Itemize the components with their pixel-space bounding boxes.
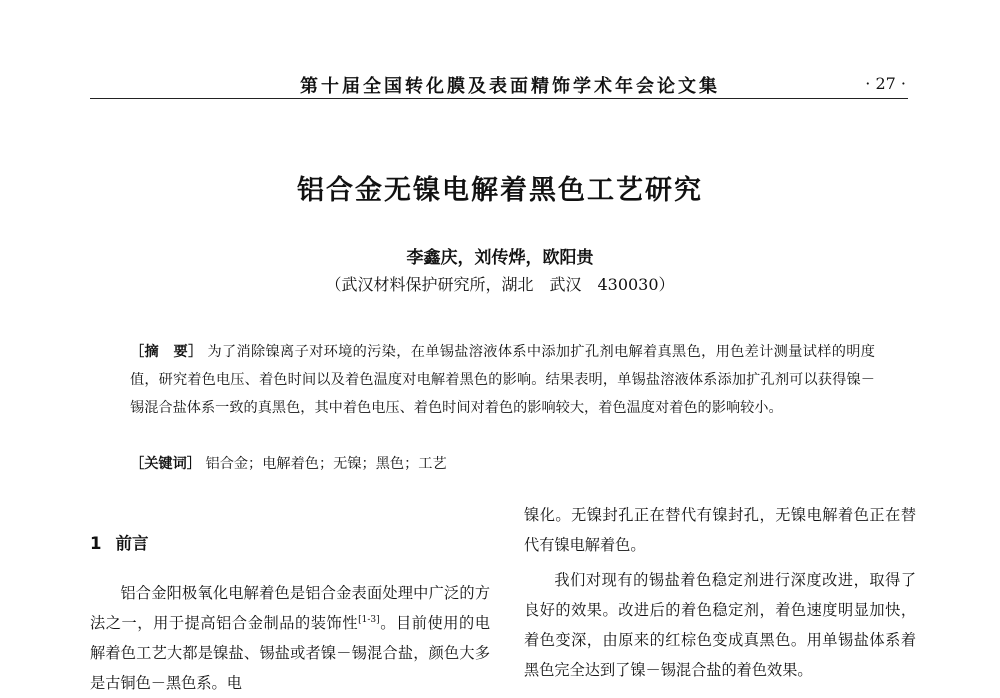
keywords xyxy=(130,450,875,478)
abstract xyxy=(130,338,875,422)
left-column xyxy=(90,520,490,698)
paper-title: 铝合金无镍电解着黑色工艺研究 xyxy=(297,175,703,206)
section-number: 1 xyxy=(90,534,102,553)
keywords-text: 铝合金；电解着色；无镍；黑色；工艺 xyxy=(205,456,447,472)
citation: [1-3] xyxy=(358,614,380,625)
abstract-text: 为了消除镍离子对环境的污染，在单锡盐溶液体系中添加扩孔剂电解着真黑色，用色差计测量试样的明度值，研究着色电压、着色时间以及着色温度对电解着黑色的影响。结果表明，单锡盐溶液体系添加扩孔剂可以获得镍－锡混合盐体系一致的真黑色，其中着色电压、着色时间对着色的影响较大，着色温度对着色的影响较小。 xyxy=(130,344,875,416)
section-title: 前言 xyxy=(115,534,149,553)
page-number: · 27 · xyxy=(865,74,906,93)
journal-title: 第十届全国转化膜及表面精饰学术年会论文集 xyxy=(300,76,720,97)
abstract-label: ［摘 要］ xyxy=(130,344,203,360)
affiliation: （武汉材料保护研究所，湖北 武汉 430030） xyxy=(325,275,675,294)
right-column xyxy=(524,500,916,685)
authors: 李鑫庆，刘传烨，欧阳贵 xyxy=(406,248,594,268)
intro-text-part1: 铝合金阳极氧化电解着色是铝合金表面处理中广泛的方法之一，用于提高铝合金制品的装饰性 xyxy=(90,584,490,632)
continued-paragraph: 镍化。无镍封孔正在替代有镍封孔，无镍电解着色正在替代有镍电解着色。 xyxy=(524,506,916,554)
running-header xyxy=(90,72,908,99)
section-heading xyxy=(90,530,490,554)
keywords-label: ［关键词］ xyxy=(130,456,201,472)
right-paragraph: 我们对现有的锡盐着色稳定剂进行深度改进，取得了良好的效果。改进后的着色稳定剂，着色速度明显加快，着色变深，由原来的红棕色变成真黑色。用单锡盐体系着黑色完全达到了镍－锡混合盐的着色效果。 xyxy=(524,571,916,679)
intro-paragraph xyxy=(90,578,490,698)
intro-text-part2: 。目前使用的电解着色工艺大都是镍盐、锡盐或者镍－锡混合盐，颜色大多是古铜色－黑色系。电 xyxy=(90,614,491,692)
